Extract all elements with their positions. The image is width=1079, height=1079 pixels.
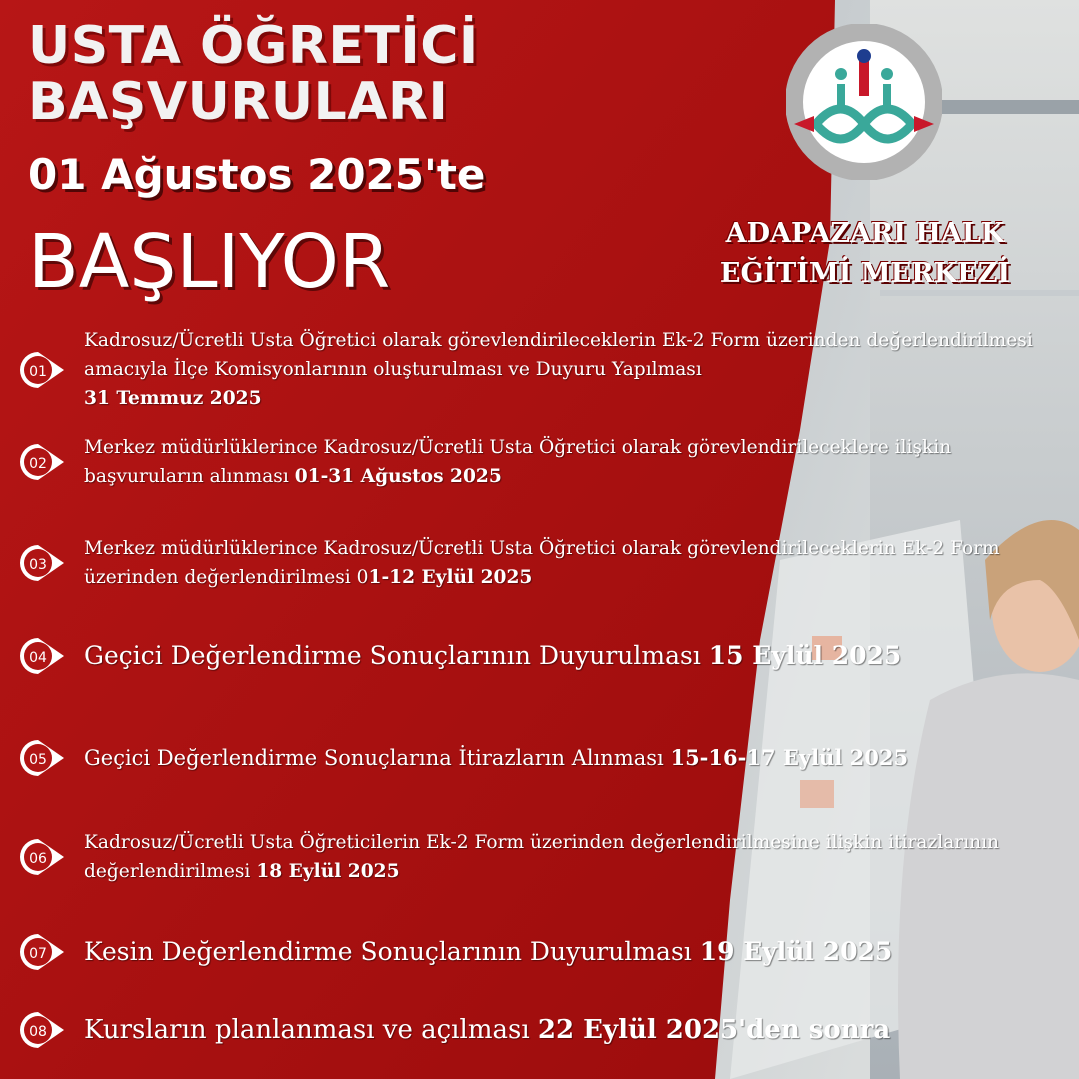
item-description: Merkez müdürlüklerince Kadrosuz/Ücretli Usta Öğretici olarak görevlendirileceklerin Ek-2 Form üzerinden değerlendirilmesi 0 bbox=[84, 538, 1000, 588]
timeline-item bbox=[18, 636, 1065, 676]
timeline-item bbox=[18, 932, 1065, 972]
item-description: Kadrosuz/Ücretli Usta Öğretici olarak görevlendirileceklerin Ek-2 Form üzerinden değerlendirilmesi amacıyla İlçe Komisyonlarının oluşturulması ve Duyuru Yapılması bbox=[84, 330, 1033, 380]
organization-name-line-2: EĞİTİMİ MERKEZİ bbox=[719, 258, 1011, 289]
start-date: 01 Ağustos 2025'te bbox=[28, 150, 486, 199]
number-label: 08 bbox=[29, 1024, 47, 1040]
item-date: 31 Temmuz 2025 bbox=[84, 388, 262, 409]
timeline-item bbox=[18, 534, 1065, 592]
item-text bbox=[84, 828, 1065, 886]
organization-name bbox=[692, 214, 1038, 294]
number-badge bbox=[18, 837, 68, 877]
item-description: Kursların planlanması ve açılması bbox=[84, 1015, 530, 1045]
number-label: 05 bbox=[29, 752, 47, 768]
number-label: 02 bbox=[29, 456, 47, 472]
number-label: 03 bbox=[29, 557, 47, 573]
timeline-item bbox=[18, 433, 1065, 491]
item-date: 19 Eylül 2025 bbox=[699, 937, 893, 966]
item-text bbox=[84, 433, 1065, 491]
organization-name-line-1: ADAPAZARI HALK bbox=[725, 218, 1005, 249]
item-description: Geçici Değerlendirme Sonuçlarına İtirazların Alınması bbox=[84, 746, 664, 770]
title-line-1: USTA ÖĞRETİCİ bbox=[28, 16, 479, 76]
timeline-item bbox=[18, 738, 1065, 778]
item-text bbox=[84, 534, 1065, 592]
item-date: 1-12 Eylül 2025 bbox=[368, 567, 533, 588]
number-badge bbox=[18, 636, 68, 676]
item-date: 22 Eylül 2025'den sonra bbox=[537, 1015, 891, 1045]
item-text bbox=[84, 640, 901, 672]
item-text bbox=[84, 743, 908, 773]
number-badge bbox=[18, 738, 68, 778]
item-text bbox=[84, 936, 892, 968]
number-label: 04 bbox=[29, 650, 47, 666]
number-badge bbox=[18, 442, 68, 482]
adapazari-halk-egitim-merkezi-logo-icon bbox=[786, 24, 942, 180]
number-badge bbox=[18, 1010, 68, 1050]
item-description: Merkez müdürlüklerince Kadrosuz/Ücretli Usta Öğretici olarak görevlendirileceklere ilişkin başvuruların alınması bbox=[84, 437, 952, 487]
timeline-item bbox=[18, 828, 1065, 886]
item-text bbox=[84, 326, 1065, 413]
item-description: Geçici Değerlendirme Sonuçlarının Duyurulması bbox=[84, 641, 701, 670]
number-label: 06 bbox=[29, 851, 47, 867]
item-date: 18 Eylül 2025 bbox=[256, 861, 400, 882]
number-badge bbox=[18, 932, 68, 972]
number-label: 01 bbox=[29, 363, 47, 380]
item-date: 15-16-17 Eylül 2025 bbox=[670, 745, 909, 770]
item-description: Kadrosuz/Ücretli Usta Öğreticilerin Ek-2 Form üzerinden değerlendirilmesine ilişkin itirazlarının değerlendirilmesi bbox=[84, 832, 1000, 882]
number-label: 07 bbox=[29, 946, 47, 962]
item-date: 15 Eylül 2025 bbox=[708, 641, 902, 670]
timeline-item bbox=[18, 1010, 1065, 1050]
timeline-item bbox=[18, 326, 1065, 413]
number-badge bbox=[18, 543, 68, 583]
item-date: 01-31 Ağustos 2025 bbox=[294, 466, 502, 487]
title-line-2: BAŞVURULARI bbox=[28, 72, 449, 132]
start-word: BAŞLIYOR bbox=[28, 219, 391, 305]
item-description: Kesin Değerlendirme Sonuçlarının Duyurulması bbox=[84, 937, 692, 966]
item-text bbox=[84, 1014, 890, 1046]
number-badge bbox=[18, 350, 68, 390]
